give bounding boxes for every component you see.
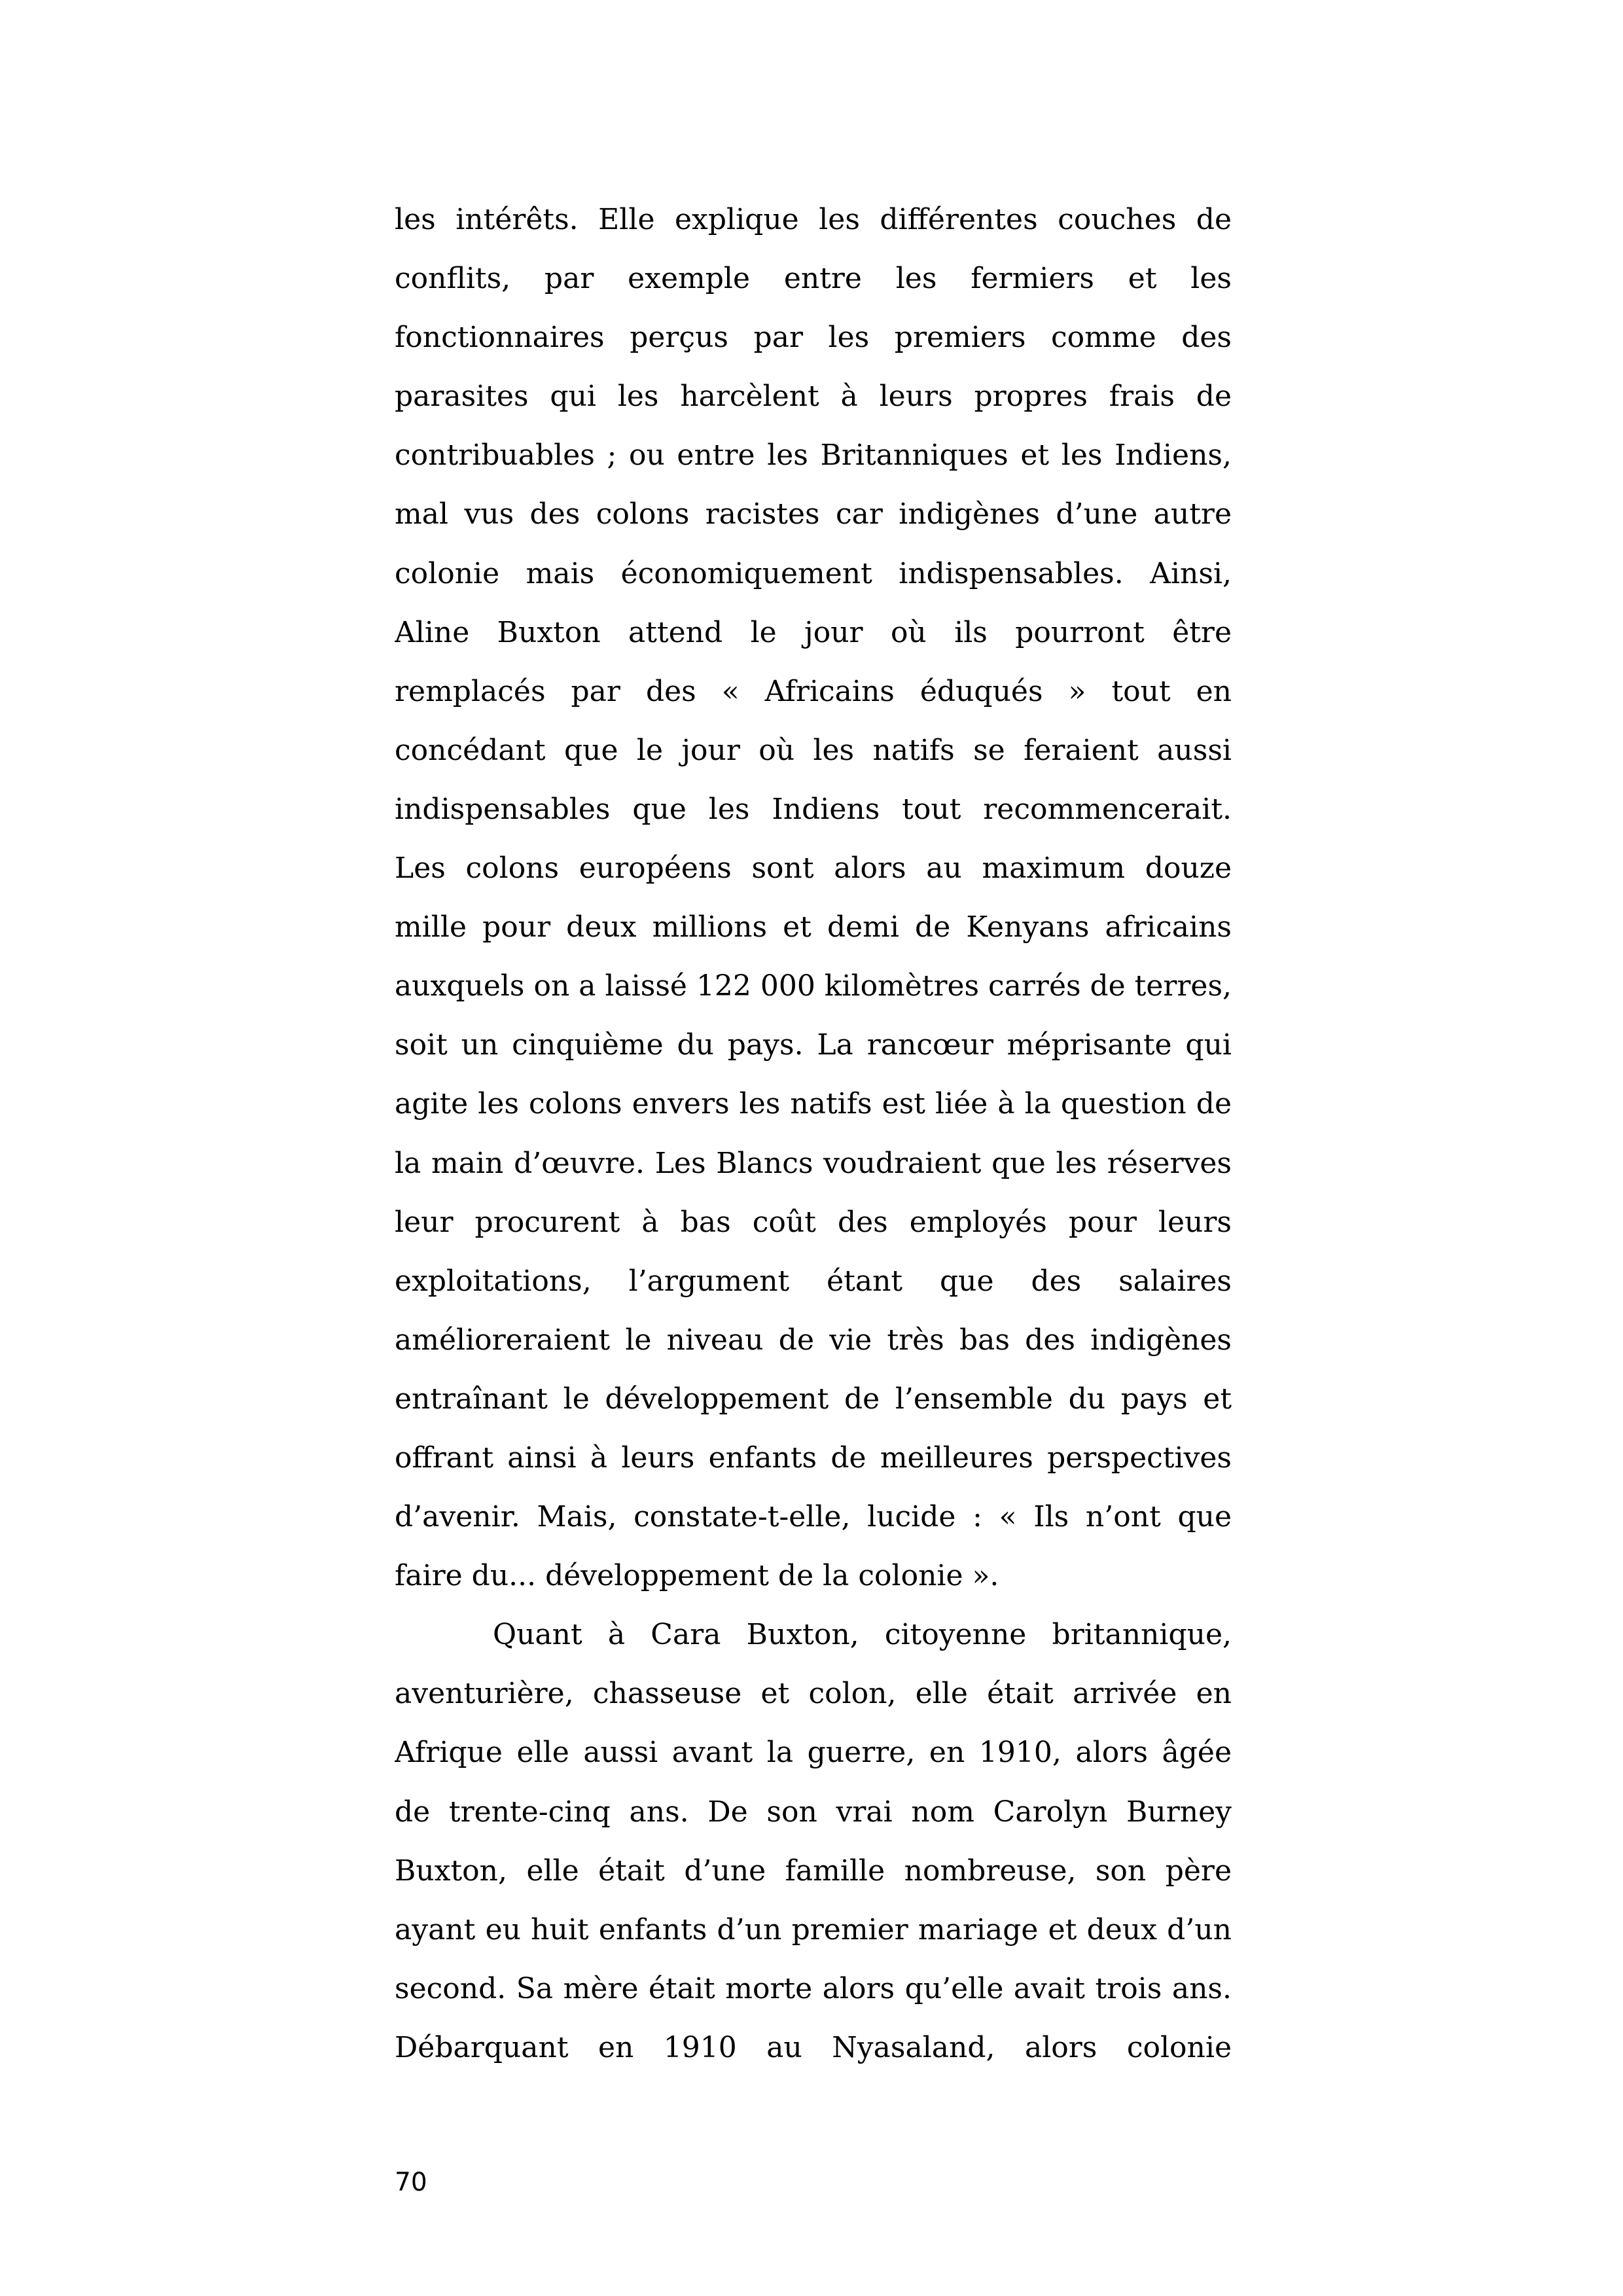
text-line: la main d’œuvre. Les Blancs voudraient que les réserves: [395, 1146, 1232, 1180]
text-line: fonctionnaires perçus par les premiers comme des: [395, 321, 1232, 355]
text-line: mal vus des colons racistes car indigènes d’une autre: [395, 497, 1232, 531]
text-line: Débarquant en 1910 au Nyasaland, alors colonie: [395, 2030, 1232, 2064]
text-line: contribuables ; ou entre les Britanniques et les Indiens,: [395, 439, 1232, 473]
text-line: leur procurent à bas coût des employés pour leurs: [395, 1205, 1232, 1239]
text-line: Buxton, elle était d’une famille nombreuse, son père: [395, 1854, 1232, 1888]
text-line: concédant que le jour où les natifs se feraient aussi: [395, 733, 1232, 767]
text-line: ayant eu huit enfants d’un premier mariage et deux d’un: [395, 1912, 1232, 1946]
text-line: les intérêts. Elle explique les différentes couches de: [395, 203, 1232, 236]
body-text: [395, 190, 1232, 2077]
text-line: remplacés par des « Africains éduqués » tout en: [395, 674, 1232, 708]
text-line: aventurière, chasseuse et colon, elle était arrivée en: [395, 1677, 1232, 1711]
text-line: parasites qui les harcèlent à leurs propres frais de: [395, 380, 1232, 414]
text-line: mille pour deux millions et demi de Kenyans africains: [395, 910, 1232, 944]
paragraph-1: [395, 190, 1232, 1605]
text-line: indispensables que les Indiens tout recommencerait.: [395, 792, 1232, 826]
text-line: de trente-cinq ans. De son vrai nom Carolyn Burney: [395, 1795, 1232, 1829]
text-line: soit un cinquième du pays. La rancœur méprisante qui: [395, 1028, 1232, 1062]
text-line: Afrique elle aussi avant la guerre, en 1910, alors âgée: [395, 1736, 1232, 1770]
text-line: Les colons européens sont alors au maximum douze: [395, 852, 1232, 886]
text-line-indented: Quant à Cara Buxton, citoyenne britannique,: [493, 1618, 1232, 1652]
paragraph-2: [395, 1605, 1232, 2077]
text-line: offrant ainsi à leurs enfants de meilleures perspectives: [395, 1441, 1232, 1475]
page-number: 70: [395, 2168, 427, 2197]
text-line: entraînant le développement de l’ensemble du pays et: [395, 1382, 1232, 1416]
text-line: agite les colons envers les natifs est liée à la question de: [395, 1087, 1232, 1121]
text-line: d’avenir. Mais, constate-t-elle, lucide : « Ils n’ont que: [395, 1500, 1232, 1534]
text-line: Aline Buxton attend le jour où ils pourront être: [395, 615, 1232, 649]
text-line-paragraph-end: faire du... développement de la colonie ».: [395, 1559, 999, 1593]
text-line: second. Sa mère était morte alors qu’elle avait trois ans.: [395, 1971, 1232, 2005]
text-line: colonie mais économiquement indispensables. Ainsi,: [395, 556, 1232, 590]
text-line: amélioreraient le niveau de vie très bas des indigènes: [395, 1323, 1232, 1357]
text-line: conflits, par exemple entre les fermiers et les: [395, 262, 1232, 296]
text-line: exploitations, l’argument étant que des salaires: [395, 1264, 1232, 1298]
text-line: auxquels on a laissé 122 000 kilomètres carrés de terres,: [395, 969, 1232, 1003]
